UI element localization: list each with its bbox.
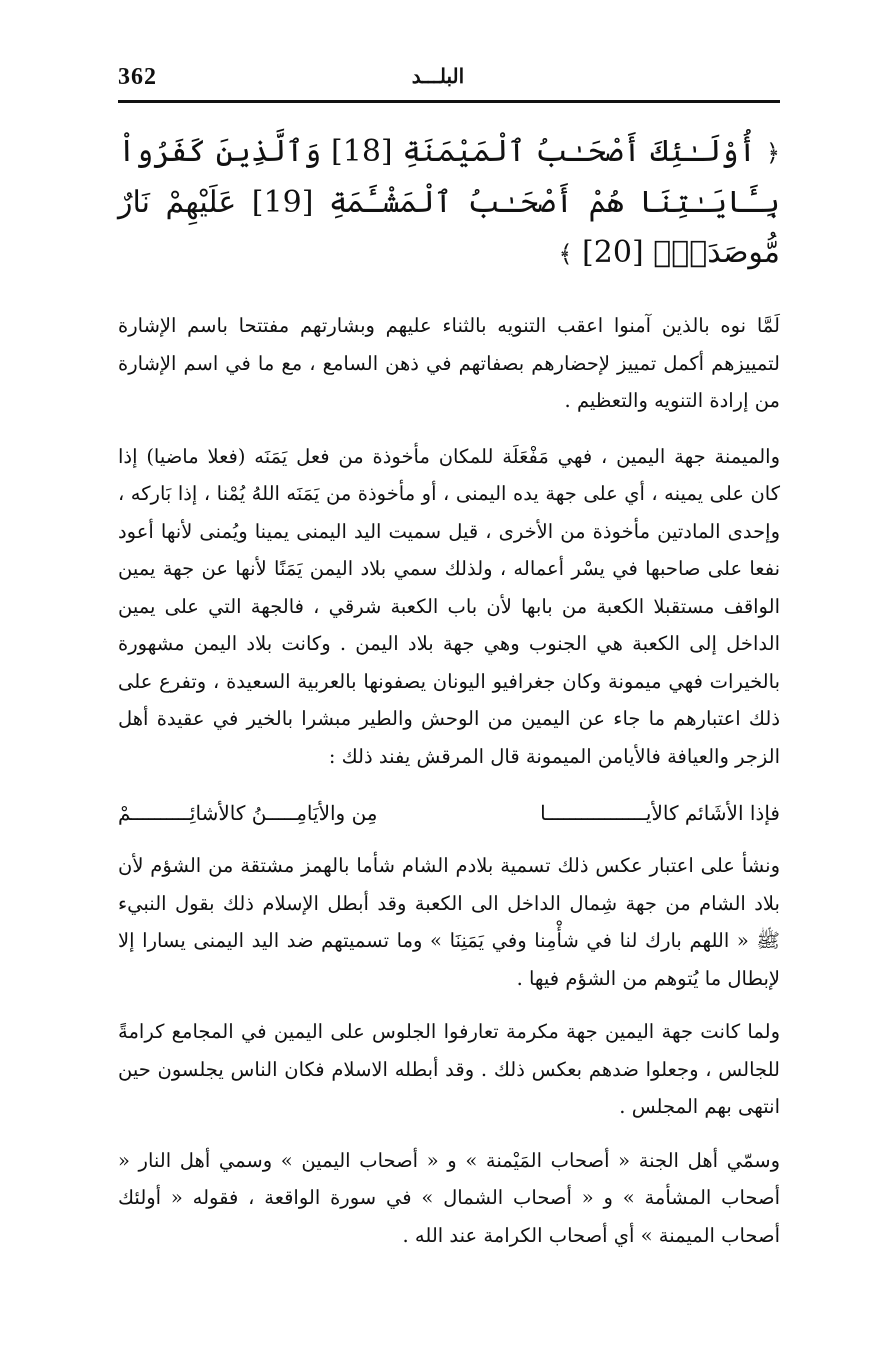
page xyxy=(118,60,780,1254)
page-number: 362 xyxy=(118,64,157,90)
poem-verse xyxy=(118,793,780,833)
verse-close-ornament: ﴾ xyxy=(558,240,573,268)
verse-open-ornament: ﴿ xyxy=(765,139,781,167)
paragraph-5: وسمّي أهل الجنة « أصحاب المَيْمنة » و « أصحاب اليمين » وسمي أهل النار « أصحاب المشأمة » و « أصحاب الشمال » في سورة الواقعة ، فقوله « أولئك أصحاب الميمنة » أي أصحاب الكرامة عند الله . xyxy=(118,1148,780,1247)
running-title: البلـــد xyxy=(411,64,465,88)
paragraph-4: ولما كانت جهة اليمين جهة مكرمة تعارفوا الجلوس على اليمين في المجامع كرامةً للجالس ، وجعلوا ضدهم بعكس ذلك . وقد أبطله الاسلام فكان الناس يجلسون حين انتهى بهم المجلس . xyxy=(118,1020,780,1118)
paragraph-2: والميمنة جهة اليمين ، فهي مَفْعَلَة للمكان مأخوذة من فعل يَمَنَه (فعلا ماضيا) إذا كان على يمينه ، أي على جهة يده اليمنى ، أو مأخوذة من يَمَنَه اللهُ يُمْنا ، إذا بَاركه ، وإحدى المادتين مأخوذة من الأخرى ، قيل سميت اليد اليمنى يمينا ويُمنى لأنها أعود نفعا على صاحبها في يسْر أعماله ، ولذلك سمي بلاد اليمن يَمَنًا لأنها عن جهة يمين الواقف مستقبلا الكعبة من بابها لأن باب الكعبة شرقي ، فالجهة التي على يمين الداخل إلى الكعبة هي الجنوب وهي جهة بلاد اليمن . وكانت بلاد اليمن مشهورة بالخيرات فهي ميمونة وكان جغرافيو اليونان يصفونها بالعربية السعيدة ، وتفرع على ذلك اعتبارهم ما جاء عن اليمين من الوحش والطير مبشرا بالخير في عقيدة أهل الزجر والعيافة فالأيامن الميمونة قال المرقش يفند ذلك : xyxy=(118,444,780,768)
poem-hemistich-1: فإذا الأشَائم كالأيـــــــــــــــــا xyxy=(540,801,780,825)
paragraph-3: ونشأ على اعتبار عكس ذلك تسمية بلادم الشام شأما بالهمز مشتقة من الشؤم لأن بلاد الشام من جهة شِمال الداخل الى الكعبة وقد أبطل الإسلام ذلك بقول النبيء ﷺ « اللهم بارك لنا في شأْمِنا وفي يَمَنِنَا » وما تسميتهم ضد اليد اليمنى يسارا إلا لإبطال ما يُتوهم من الشؤم فيها . xyxy=(118,854,780,990)
poem-hemistich-2: مِن والأيَامِـــــنُ كالأشائِــــــــــمْ xyxy=(118,801,378,825)
quran-verse xyxy=(118,127,780,279)
verse-text: أُوْلَـٰئِكَ أَصْحَـٰبُ ٱلْمَيْمَنَةِ [18] وَٱلَّذِينَ كَفَرُواْ بِـَٔايَـٰتِنَا هُمْ أَصْحَـٰبُ ٱلْمَشْـَٔمَةِ [19] عَلَيْهِمْ نَارٌ مُّوصَدَةٌۢ [20] xyxy=(118,134,780,270)
page-header xyxy=(118,60,780,103)
paragraph-1: لَمَّا نوه بالذين آمنوا اعقب التنويه بالثناء عليهم وبشارتهم مفتتحا باسم الإشارة لتمييزهم أكمل تمييز لإحضارهم بصفاتهم في ذهن السامع ، مع ما في اسم الإشارة من إرادة التنويه والتعظيم . xyxy=(118,314,780,412)
